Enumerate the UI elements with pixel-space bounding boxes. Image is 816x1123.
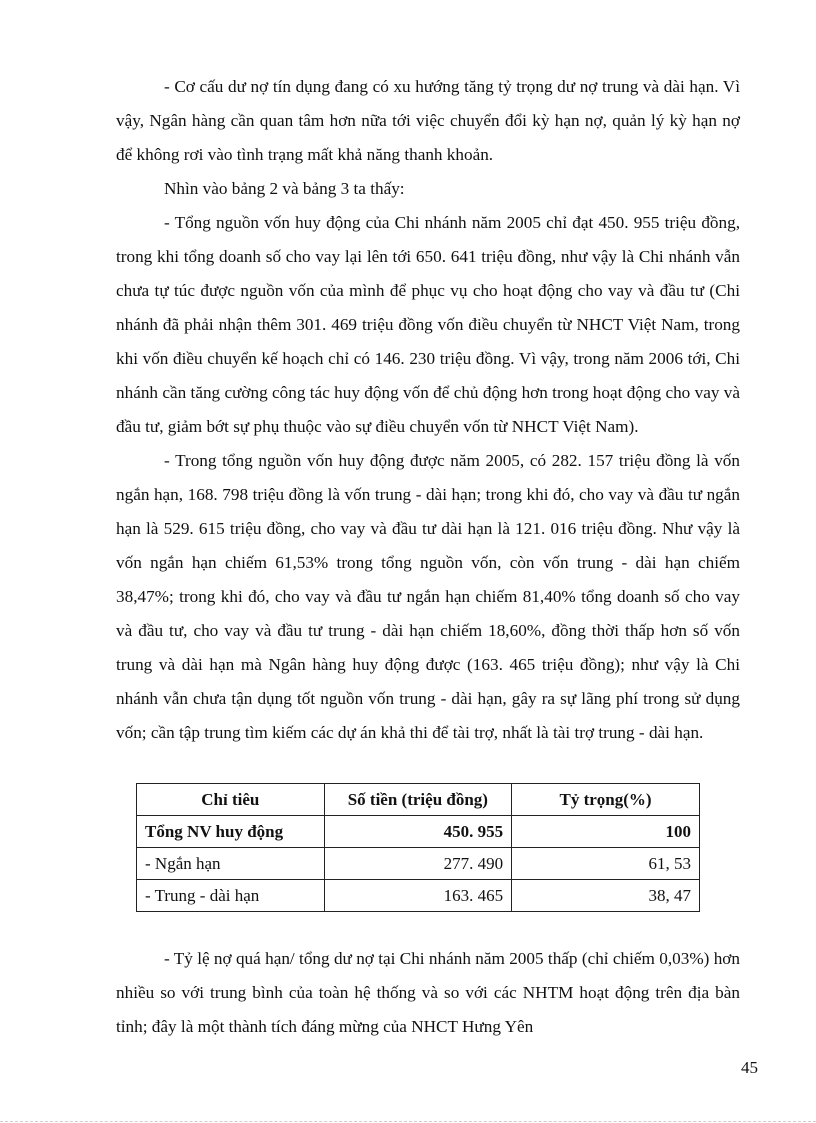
row-share: 38, 47 bbox=[512, 880, 700, 912]
header-indicator: Chỉ tiêu bbox=[137, 784, 325, 816]
body-text bbox=[116, 70, 740, 750]
table-row bbox=[137, 816, 700, 848]
paragraph-capital-breakdown: - Trong tổng nguồn vốn huy động được năm 2005, có 282. 157 triệu đồng là vốn ngắn hạn, 168. 798 triệu đồng là vốn trung - dài hạn; trong khi đó, cho vay và đầu tư ngắn hạn là 529. 615 triệu đồng, cho vay và đầu tư dài hạn là 121. 016 triệu đồng. Như vậy là vốn ngắn hạn chiếm 61,53% trong tổng nguồn vốn, còn vốn trung - dài hạn chiếm 38,47%; trong khi đó, cho vay và đầu tư ngắn hạn chiếm 81,40% tổng doanh số cho vay và đầu tư, cho vay và đầu tư trung - dài hạn chiếm 18,60%, đồng thời thấp hơn số vốn trung và dài hạn mà Ngân hàng huy động được (163. 465 triệu đồng); như vậy là Chi nhánh vẫn chưa tận dụng tốt nguồn vốn trung - dài hạn, gây ra sự lãng phí trong sử dụng vốn; cần tập trung tìm kiếm các dự án khả thi để tài trợ, nhất là tài trợ trung - dài hạn. bbox=[116, 451, 740, 742]
header-share: Tỷ trọng(%) bbox=[512, 784, 700, 816]
page-bottom-divider bbox=[0, 1121, 816, 1122]
body-text-after-table bbox=[116, 942, 740, 1044]
table-header-row bbox=[137, 784, 700, 816]
row-label: - Trung - dài hạn bbox=[137, 880, 325, 912]
row-amount: 277. 490 bbox=[324, 848, 512, 880]
row-share: 100 bbox=[512, 816, 700, 848]
page-number: 45 bbox=[741, 1058, 758, 1077]
paragraph-intro-tables: Nhìn vào bảng 2 và bảng 3 ta thấy: bbox=[164, 179, 405, 198]
row-amount: 450. 955 bbox=[324, 816, 512, 848]
paragraph-total-capital: - Tổng nguồn vốn huy động của Chi nhánh năm 2005 chỉ đạt 450. 955 triệu đồng, trong khi tổng doanh số cho vay lại lên tới 650. 641 triệu đồng, như vậy là Chi nhánh vẫn chưa tự túc được nguồn vốn của mình để phục vụ cho hoạt động cho vay và đầu tư (Chi nhánh đã phải nhận thêm 301. 469 triệu đồng vốn điều chuyển từ NHCT Việt Nam, trong khi vốn điều chuyển kế hoạch chỉ có 146. 230 triệu đồng. Vì vậy, trong năm 2006 tới, Chi nhánh cần tăng cường công tác huy động vốn để chủ động hơn trong hoạt động cho vay và đầu tư, giảm bớt sự phụ thuộc vào sự điều chuyển vốn từ NHCT Việt Nam). bbox=[116, 213, 740, 436]
table-row bbox=[137, 848, 700, 880]
row-share: 61, 53 bbox=[512, 848, 700, 880]
header-amount: Số tiền (triệu đồng) bbox=[324, 784, 512, 816]
row-label: - Ngắn hạn bbox=[137, 848, 325, 880]
row-label: Tổng NV huy động bbox=[137, 816, 325, 848]
capital-table bbox=[136, 783, 700, 912]
table-row bbox=[137, 880, 700, 912]
paragraph-credit-structure: - Cơ cấu dư nợ tín dụng đang có xu hướng tăng tỷ trọng dư nợ trung và dài hạn. Vì vậy, Ngân hàng cần quan tâm hơn nữa tới việc chuyển đổi kỳ hạn nợ, quản lý kỳ hạn nợ để không rơi vào tình trạng mất khả năng thanh khoản. bbox=[116, 77, 740, 164]
paragraph-overdue-ratio: - Tỷ lệ nợ quá hạn/ tổng dư nợ tại Chi nhánh năm 2005 thấp (chỉ chiếm 0,03%) hơn nhiều so với trung bình của toàn hệ thống và so với các NHTM hoạt động trên địa bàn tỉnh; đây là một thành tích đáng mừng của NHCT Hưng Yên bbox=[116, 949, 740, 1036]
row-amount: 163. 465 bbox=[324, 880, 512, 912]
